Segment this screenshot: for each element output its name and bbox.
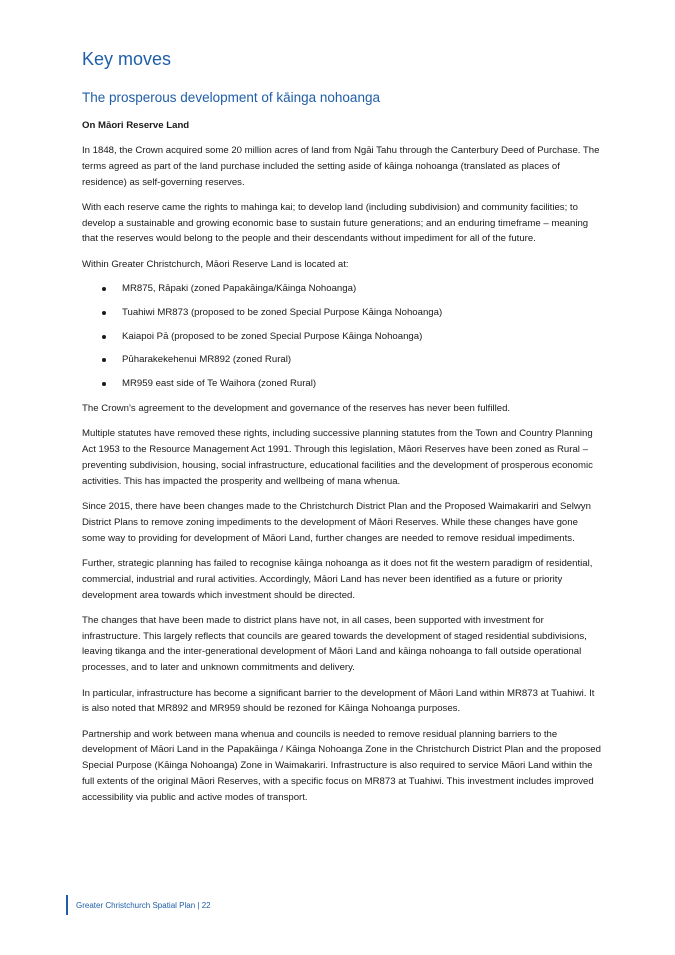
paragraph: In 1848, the Crown acquired some 20 million acres of land from Ngāi Tahu through the Canterbury Deed of Purchase. The terms agreed as part of the land purchase included the setting aside of kāinga nohoanga (translated as places of residence) as self-governing reserves. [82,145,600,188]
list-item-text: Tuahiwi MR873 (proposed to be zoned Special Purpose Kāinga Nohoanga) [122,306,443,318]
paragraph: Further, strategic planning has failed to recognise kāinga nohoanga as it does not fit the western paradigm of residential, commercial, industrial and rural activities. Accordingly, Māori Land has never been identified as a future or priority development area towards which investment should be directed. [82,557,593,601]
paragraph: Since 2015, there have been changes made to the Christchurch District Plan and the Proposed Waimakariri and Selwyn District Plans to remove zoning impediments to the development of Māori Reserves. While these changes have gone some way to providing for development of Māori Land, further changes are needed to remove residual impediments. [82,501,591,544]
list-item [82,353,602,367]
paragraph: Within Greater Christchurch, Māori Reserve Land is located at: [82,258,349,270]
list-item-text: Kaiapoi Pā (proposed to be zoned Special Purpose Kāinga Nohoanga) [122,330,423,342]
page-content [82,46,602,815]
footer-divider [66,895,68,915]
paragraph: With each reserve came the rights to mahinga kai; to develop land (including subdivision) and community facilities; to develop a sustainable and growing economic base to sustain future generations; and an enduring timeframe – meaning that the reserves would belong to the people and their descendants without impediment for all of the future. [82,201,589,245]
paragraph: Multiple statutes have removed these rights, including successive planning statutes from the Town and Country Planning Act 1953 to the Resource Management Act 1991. Through this legislation, Māori Reserves have been zoned as Rural – preventing subdivision, housing, social infrastructure, educational facilities and the development of prosperous economic activities. This has impacted the prosperity and wellbeing of mana whenua. [82,428,593,487]
bullet-icon [102,335,106,339]
section-title: On Māori Reserve Land [82,120,190,131]
page-footer [66,895,211,915]
reserve-location-list [82,282,602,391]
section-subheading: The prosperous development of kāinga nohoanga [82,90,380,105]
list-item [82,282,602,296]
bullet-icon [102,311,106,315]
paragraph: The changes that have been made to district plans have not, in all cases, been supported with investment for infrastructure. This largely reflects that councils are geared towards the development of staged residential subdivisions, leaving tikanga and the inter-generational development of Māori Land and kāinga nohoanga to fall outside operational processes, and to later and unknown commitments and delivery. [82,614,587,674]
paragraph: Partnership and work between mana whenua and councils is needed to remove residual planning barriers to the development of Māori Land in the Papakāinga / Kāinga Nohoanga Zone in the Christchurch District Plan and the proposed Special Purpose (Kāinga Nohoanga) Zone in Waimakariri. Infrastructure is also required to service Māori Land within the full extents of the original Māori Reserves, with a specific focus on MR873 at Tuahiwi. This investment includes improved accessibility via public and active modes of transport. [82,728,601,803]
footer-label: Greater Christchurch Spatial Plan | 22 [76,900,211,910]
page-title: Key moves [82,49,172,69]
list-item [82,377,602,391]
list-item-text: MR959 east side of Te Waihora (zoned Rural) [122,378,317,390]
list-item-text: MR875, Rāpaki (zoned Papakāinga/Kāinga Nohoanga) [122,283,357,295]
list-item [82,306,602,320]
paragraph: In particular, infrastructure has become a significant barrier to the development of Māori Land within MR873 at Tuahiwi. It is also noted that MR892 and MR959 should be rezoned for Kāinga Nohoanga purposes. [82,687,595,715]
bullet-icon [102,287,106,291]
paragraph: The Crown’s agreement to the development and governance of the reserves has never been fulfilled. [82,403,511,415]
list-item [82,330,602,344]
bullet-icon [102,382,106,386]
list-item-text: Pūharakekehenui MR892 (zoned Rural) [122,354,292,366]
bullet-icon [102,358,106,362]
